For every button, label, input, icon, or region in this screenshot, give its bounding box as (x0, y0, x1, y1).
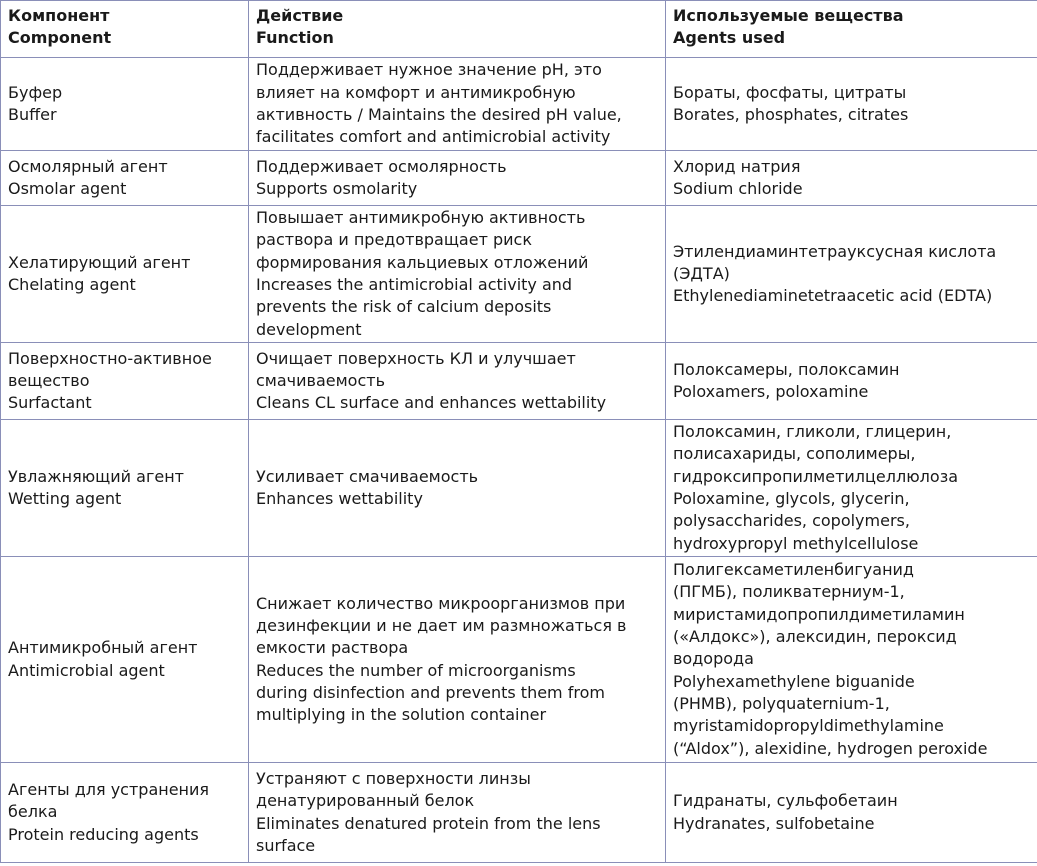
function-line: Снижает количество микроорганизмов при (256, 593, 626, 613)
component-line: Увлажняющий агент (8, 466, 184, 486)
agents-line: миристамидопропилдиметиламин (673, 604, 965, 624)
function-cell (249, 151, 666, 206)
function-line: дезинфекции и не дает им размножаться в (256, 615, 627, 635)
function-line: Eliminates denatured protein from the lens (256, 813, 601, 833)
function-line: Supports osmolarity (256, 179, 418, 198)
function-line: facilitates comfort and antimicrobial activity (256, 127, 611, 147)
agents-line: (“Aldox”), alexidine, hydrogen peroxide (673, 738, 988, 758)
component-line: Protein reducing agents (8, 824, 199, 844)
component-cell (1, 206, 249, 343)
table-row (1, 151, 1037, 206)
agents-cell (666, 420, 1037, 557)
component-line: Surfactant (8, 393, 92, 413)
function-line: Cleans CL surface and enhances wettability (256, 393, 607, 413)
component-line: Агенты для устранения (8, 780, 210, 800)
table-row (1, 557, 1037, 763)
component-line: Buffer (8, 105, 57, 124)
function-cell (249, 557, 666, 763)
function-line: Усиливает смачиваемость (256, 466, 479, 486)
agents-line: полисахариды, сополимеры, (673, 444, 916, 464)
header-component (1, 1, 249, 58)
component-cell (1, 343, 249, 420)
agents-line: hydroxypropyl methylcellulose (673, 533, 919, 553)
function-line: surface (256, 835, 316, 855)
agents-line: Полоксамин, гликоли, глицерин, (673, 422, 952, 442)
agents-line: Гидранаты, сульфобетаин (673, 791, 898, 811)
component-line: Wetting agent (8, 489, 122, 508)
component-cell (1, 58, 249, 151)
agents-line: (ПГМБ), поликватерниум-1, (673, 582, 905, 602)
agents-line: гидроксипропилметилцеллюлоза (673, 466, 959, 486)
agents-line: Полигексаметиленбигуанид (673, 560, 914, 580)
component-line: Antimicrobial agent (8, 660, 165, 680)
component-line: Osmolar agent (8, 179, 127, 198)
function-cell (249, 343, 666, 420)
function-line: Очищает поверхность КЛ и улучшает (256, 348, 576, 368)
agents-line: Borates, phosphates, citrates (673, 105, 909, 124)
function-line: Устраняют с поверхности линзы (256, 768, 531, 788)
function-line: multiplying in the solution container (256, 705, 547, 725)
function-line: Enhances wettability (256, 489, 423, 508)
agents-line: (PHMB), polyquaternium-1, (673, 693, 890, 713)
component-line: Поверхностно-активное (8, 348, 212, 368)
component-line: вещество (8, 370, 90, 390)
function-cell (249, 420, 666, 557)
function-cell (249, 206, 666, 343)
function-line: development (256, 319, 362, 339)
component-line: Хелатирующий агент (8, 252, 191, 272)
function-line: раствора и предотвращает риск (256, 230, 532, 250)
table-row (1, 343, 1037, 420)
agents-line: myristamidopropyldimethylamine (673, 716, 944, 736)
function-cell (249, 763, 666, 863)
function-line: Поддерживает осмолярность (256, 156, 507, 176)
agents-line: Polyhexamethylene biguanide (673, 671, 915, 691)
agents-line: («Алдокс»), алексидин, пероксид (673, 627, 957, 647)
agents-line: Sodium chloride (673, 179, 803, 198)
component-cell (1, 557, 249, 763)
function-line: Повышает антимикробную активность (256, 208, 586, 228)
function-line: Reduces the number of microorganisms (256, 660, 576, 680)
header-component-ru: Компонент (8, 6, 110, 25)
agents-line: Poloxamers, poloxamine (673, 382, 869, 401)
component-cell (1, 151, 249, 206)
agents-cell (666, 58, 1037, 151)
agents-cell (666, 763, 1037, 863)
function-line: Increases the antimicrobial activity and (256, 275, 573, 294)
component-line: Осмолярный агент (8, 156, 168, 176)
component-line: белка (8, 802, 58, 822)
component-line: Chelating agent (8, 275, 136, 294)
header-agents (666, 1, 1037, 58)
function-cell (249, 58, 666, 151)
agents-line: (ЭДТА) (673, 263, 730, 283)
component-line: Антимикробный агент (8, 638, 198, 658)
component-line: Буфер (8, 82, 63, 102)
table-row (1, 420, 1037, 557)
function-line: денатурированный белок (256, 791, 475, 811)
table-row (1, 206, 1037, 343)
function-line: during disinfection and prevents them from (256, 682, 605, 702)
agents-line: Ethylenediaminetetraacetic acid (EDTA) (673, 286, 993, 306)
agents-cell (666, 206, 1037, 343)
agents-line: Полоксамеры, полоксамин (673, 359, 900, 379)
agents-cell (666, 557, 1037, 763)
agents-line: Хлорид натрия (673, 156, 801, 176)
function-line: влияет на комфорт и антимикробную (256, 82, 576, 102)
agents-line: Hydranates, sulfobetaine (673, 813, 875, 833)
function-line: активность / Maintains the desired pH value, (256, 105, 622, 124)
function-line: смачиваемость (256, 370, 386, 390)
table-row (1, 763, 1037, 863)
table-row (1, 58, 1037, 151)
function-line: prevents the risk of calcium deposits (256, 297, 552, 317)
component-cell (1, 763, 249, 863)
header-function-en: Function (256, 28, 334, 48)
function-line: Поддерживает нужное значение pH, это (256, 60, 602, 80)
function-line: емкости раствора (256, 638, 409, 658)
agents-cell (666, 151, 1037, 206)
header-component-en: Component (8, 28, 112, 48)
header-function-ru: Действие (256, 6, 344, 25)
header-agents-en: Agents used (673, 28, 786, 48)
header-function (249, 1, 666, 58)
agents-line: polysaccharides, copolymers, (673, 511, 910, 531)
agents-line: Этилендиаминтетрауксусная кислота (673, 241, 997, 261)
agents-line: Бораты, фосфаты, цитраты (673, 82, 907, 102)
agents-cell (666, 343, 1037, 420)
component-cell (1, 420, 249, 557)
function-line: формирования кальциевых отложений (256, 252, 589, 272)
agents-line: Poloxamine, glycols, glycerin, (673, 489, 910, 508)
header-agents-ru: Используемые вещества (673, 6, 904, 25)
table-header-row (1, 1, 1037, 58)
agents-line: водорода (673, 649, 754, 669)
